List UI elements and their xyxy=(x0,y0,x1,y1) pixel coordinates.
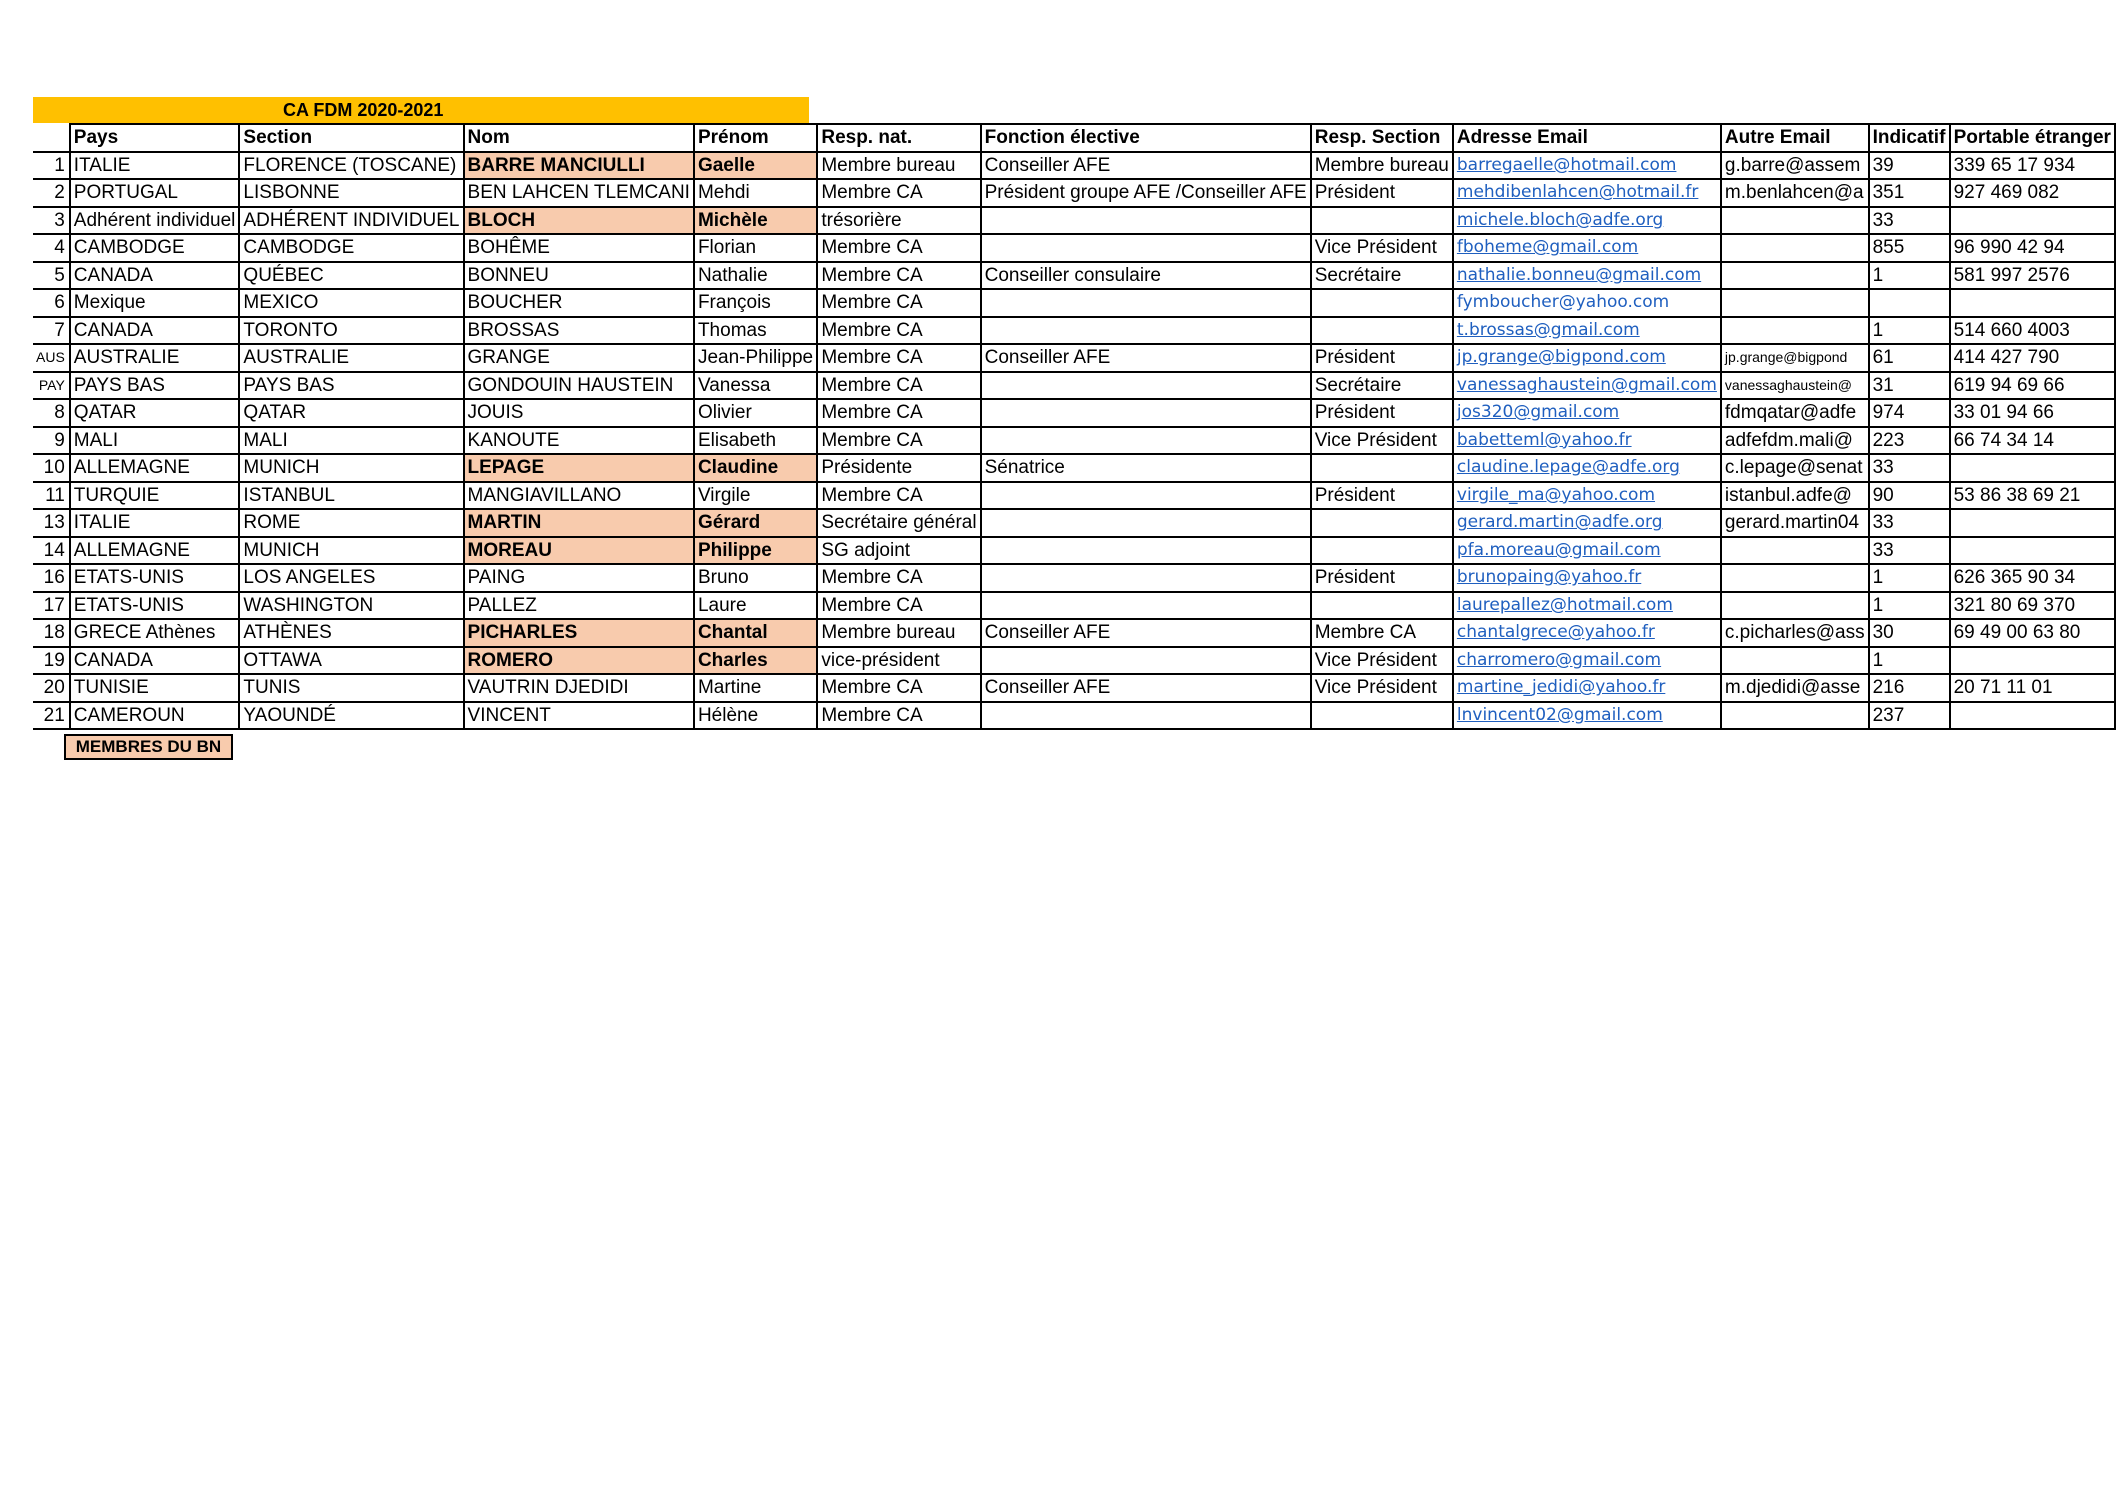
table-row xyxy=(33,482,2115,510)
cell-indicatif: 855 xyxy=(1869,234,1950,262)
cell-nom: BROSSAS xyxy=(464,317,694,345)
cell-fonction xyxy=(981,234,1311,262)
cell-resp-section: Vice Président xyxy=(1311,427,1453,455)
cell-autre-email xyxy=(1721,207,1869,235)
cell-resp-nat: Membre CA xyxy=(817,317,980,345)
cell-pays: ETATS-UNIS xyxy=(70,564,240,592)
cell-autre-email xyxy=(1721,647,1869,675)
cell-prenom: Laure xyxy=(694,592,817,620)
cell-resp-section xyxy=(1311,317,1453,345)
cell-portable: 927 469 082 xyxy=(1950,179,2115,207)
cell-section: MEXICO xyxy=(239,289,463,317)
cell-prenom: Virgile xyxy=(694,482,817,510)
cell-email[interactable]: nathalie.bonneu@gmail.com xyxy=(1453,262,1721,290)
cell-resp-section: Secrétaire xyxy=(1311,372,1453,400)
table-row xyxy=(33,262,2115,290)
cell-resp-nat: Membre CA xyxy=(817,674,980,702)
cell-section: OTTAWA xyxy=(239,647,463,675)
table-row xyxy=(33,289,2115,317)
cell-pays: CAMEROUN xyxy=(70,702,240,730)
cell-fonction xyxy=(981,592,1311,620)
cell-pays: CANADA xyxy=(70,262,240,290)
table-row xyxy=(33,344,2115,372)
cell-resp-nat: vice-président xyxy=(817,647,980,675)
row-number: AUS xyxy=(33,344,70,372)
row-number: 8 xyxy=(33,399,70,427)
cell-indicatif: 1 xyxy=(1869,647,1950,675)
cell-pays: PAYS BAS xyxy=(70,372,240,400)
cell-section: LOS ANGELES xyxy=(239,564,463,592)
cell-pays: ITALIE xyxy=(70,152,240,180)
cell-portable xyxy=(1950,537,2115,565)
col-prenom: Prénom xyxy=(694,124,817,152)
cell-portable xyxy=(1950,647,2115,675)
cell-portable: 20 71 11 01 xyxy=(1950,674,2115,702)
cell-portable: 514 660 4003 xyxy=(1950,317,2115,345)
cell-prenom: Philippe xyxy=(694,537,817,565)
cell-resp-section: Membre bureau xyxy=(1311,152,1453,180)
cell-autre-email: istanbul.adfe@ xyxy=(1721,482,1869,510)
cell-pays: CAMBODGE xyxy=(70,234,240,262)
cell-resp-nat: trésorière xyxy=(817,207,980,235)
header-row xyxy=(33,124,2115,152)
cell-section: MUNICH xyxy=(239,537,463,565)
cell-email[interactable]: pfa.moreau@gmail.com xyxy=(1453,537,1721,565)
cell-resp-section xyxy=(1311,454,1453,482)
cell-nom: GRANGE xyxy=(464,344,694,372)
cell-resp-section: Président xyxy=(1311,399,1453,427)
cell-resp-section: Vice Président xyxy=(1311,647,1453,675)
row-number: 9 xyxy=(33,427,70,455)
cell-section: QUÉBEC xyxy=(239,262,463,290)
cell-indicatif: 33 xyxy=(1869,509,1950,537)
col-email: Adresse Email xyxy=(1453,124,1721,152)
cell-prenom: Nathalie xyxy=(694,262,817,290)
cell-email[interactable]: gerard.martin@adfe.org xyxy=(1453,509,1721,537)
cell-portable: 53 86 38 69 21 xyxy=(1950,482,2115,510)
table-row xyxy=(33,152,2115,180)
cell-pays: QATAR xyxy=(70,399,240,427)
cell-email[interactable]: chantalgrece@yahoo.fr xyxy=(1453,619,1721,647)
cell-fonction: Conseiller AFE xyxy=(981,152,1311,180)
cell-resp-nat: Secrétaire général xyxy=(817,509,980,537)
cell-nom: BEN LAHCEN TLEMCANI xyxy=(464,179,694,207)
cell-autre-email: adfefdm.mali@ xyxy=(1721,427,1869,455)
cell-prenom: Charles xyxy=(694,647,817,675)
cell-prenom: Jean-Philippe xyxy=(694,344,817,372)
cell-fonction xyxy=(981,427,1311,455)
col-pays: Pays xyxy=(70,124,240,152)
table-row xyxy=(33,179,2115,207)
cell-portable xyxy=(1950,509,2115,537)
cell-nom: BONNEU xyxy=(464,262,694,290)
cell-section: QATAR xyxy=(239,399,463,427)
cell-portable: 619 94 69 66 xyxy=(1950,372,2115,400)
cell-resp-section: Secrétaire xyxy=(1311,262,1453,290)
cell-section: TORONTO xyxy=(239,317,463,345)
cell-indicatif xyxy=(1869,289,1950,317)
cell-email[interactable]: fymboucher@yahoo.com xyxy=(1453,289,1721,317)
table-row xyxy=(33,537,2115,565)
cell-resp-section xyxy=(1311,592,1453,620)
cell-resp-section: Président xyxy=(1311,564,1453,592)
cell-email[interactable]: claudine.lepage@adfe.org xyxy=(1453,454,1721,482)
cell-fonction: Président groupe AFE /Conseiller AFE xyxy=(981,179,1311,207)
cell-autre-email xyxy=(1721,289,1869,317)
cell-nom: BARRE MANCIULLI xyxy=(464,152,694,180)
cell-prenom: Hélène xyxy=(694,702,817,730)
cell-resp-section xyxy=(1311,509,1453,537)
cell-fonction xyxy=(981,372,1311,400)
row-number: 5 xyxy=(33,262,70,290)
cell-nom: MOREAU xyxy=(464,537,694,565)
table-row xyxy=(33,619,2115,647)
cell-resp-nat: Membre CA xyxy=(817,564,980,592)
cell-resp-section: Membre CA xyxy=(1311,619,1453,647)
cell-autre-email xyxy=(1721,234,1869,262)
cell-autre-email: g.barre@assem xyxy=(1721,152,1869,180)
cell-resp-section xyxy=(1311,289,1453,317)
cell-nom: PAING xyxy=(464,564,694,592)
cell-resp-section xyxy=(1311,207,1453,235)
cell-autre-email xyxy=(1721,564,1869,592)
members-table xyxy=(33,123,2116,730)
cell-indicatif: 61 xyxy=(1869,344,1950,372)
cell-fonction xyxy=(981,317,1311,345)
cell-resp-nat: Membre CA xyxy=(817,427,980,455)
cell-indicatif: 1 xyxy=(1869,262,1950,290)
cell-portable: 339 65 17 934 xyxy=(1950,152,2115,180)
cell-resp-section: Président xyxy=(1311,344,1453,372)
cell-fonction: Sénatrice xyxy=(981,454,1311,482)
cell-resp-nat: Membre CA xyxy=(817,344,980,372)
col-indicatif: Indicatif xyxy=(1869,124,1950,152)
table-row xyxy=(33,207,2115,235)
cell-indicatif: 31 xyxy=(1869,372,1950,400)
table-row xyxy=(33,592,2115,620)
cell-pays: TURQUIE xyxy=(70,482,240,510)
cell-indicatif: 1 xyxy=(1869,317,1950,345)
cell-fonction xyxy=(981,482,1311,510)
cell-fonction: Conseiller AFE xyxy=(981,674,1311,702)
cell-prenom: François xyxy=(694,289,817,317)
col-resp-nat: Resp. nat. xyxy=(817,124,980,152)
cell-resp-section: Vice Président xyxy=(1311,234,1453,262)
row-number: 2 xyxy=(33,179,70,207)
cell-pays: MALI xyxy=(70,427,240,455)
cell-section: MALI xyxy=(239,427,463,455)
cell-indicatif: 33 xyxy=(1869,454,1950,482)
cell-autre-email: c.lepage@senat xyxy=(1721,454,1869,482)
cell-nom: BOUCHER xyxy=(464,289,694,317)
cell-indicatif: 1 xyxy=(1869,592,1950,620)
cell-indicatif: 90 xyxy=(1869,482,1950,510)
cell-portable: 321 80 69 370 xyxy=(1950,592,2115,620)
cell-portable: 581 997 2576 xyxy=(1950,262,2115,290)
cell-prenom: Martine xyxy=(694,674,817,702)
cell-pays: GRECE Athènes xyxy=(70,619,240,647)
cell-pays: PORTUGAL xyxy=(70,179,240,207)
cell-autre-email: m.benlahcen@a xyxy=(1721,179,1869,207)
cell-pays: ITALIE xyxy=(70,509,240,537)
cell-pays: ALLEMAGNE xyxy=(70,537,240,565)
cell-pays: CANADA xyxy=(70,317,240,345)
row-number: 13 xyxy=(33,509,70,537)
cell-portable: 66 74 34 14 xyxy=(1950,427,2115,455)
cell-prenom: Elisabeth xyxy=(694,427,817,455)
cell-indicatif: 974 xyxy=(1869,399,1950,427)
cell-nom: LEPAGE xyxy=(464,454,694,482)
cell-nom: MANGIAVILLANO xyxy=(464,482,694,510)
cell-resp-nat: Membre CA xyxy=(817,482,980,510)
cell-email[interactable]: vanessaghaustein@gmail.com xyxy=(1453,372,1721,400)
cell-prenom: Michèle xyxy=(694,207,817,235)
cell-fonction xyxy=(981,289,1311,317)
cell-resp-nat: Membre CA xyxy=(817,179,980,207)
table-row xyxy=(33,702,2115,730)
cell-resp-nat: Membre CA xyxy=(817,289,980,317)
cell-autre-email: gerard.martin04 xyxy=(1721,509,1869,537)
col-nom: Nom xyxy=(464,124,694,152)
cell-fonction xyxy=(981,207,1311,235)
cell-autre-email xyxy=(1721,262,1869,290)
table-row xyxy=(33,234,2115,262)
cell-portable: 96 990 42 94 xyxy=(1950,234,2115,262)
cell-pays: TUNISIE xyxy=(70,674,240,702)
row-number: 10 xyxy=(33,454,70,482)
row-number: PAY xyxy=(33,372,70,400)
cell-nom: PALLEZ xyxy=(464,592,694,620)
table-row xyxy=(33,427,2115,455)
cell-section: PAYS BAS xyxy=(239,372,463,400)
cell-nom: ROMERO xyxy=(464,647,694,675)
cell-fonction xyxy=(981,509,1311,537)
cell-email[interactable]: barregaelle@hotmail.com xyxy=(1453,152,1721,180)
cell-prenom: Thomas xyxy=(694,317,817,345)
cell-email[interactable]: virgile_ma@yahoo.com xyxy=(1453,482,1721,510)
cell-indicatif: 33 xyxy=(1869,537,1950,565)
row-number: 16 xyxy=(33,564,70,592)
cell-section: FLORENCE (TOSCANE) xyxy=(239,152,463,180)
row-number: 21 xyxy=(33,702,70,730)
row-number: 18 xyxy=(33,619,70,647)
cell-section: ATHÈNES xyxy=(239,619,463,647)
cell-fonction xyxy=(981,702,1311,730)
cell-autre-email: m.djedidi@asse xyxy=(1721,674,1869,702)
cell-resp-nat: Membre CA xyxy=(817,702,980,730)
cell-autre-email: jp.grange@bigpond xyxy=(1721,344,1869,372)
cell-email[interactable]: jos320@gmail.com xyxy=(1453,399,1721,427)
cell-nom: MARTIN xyxy=(464,509,694,537)
cell-resp-nat: Présidente xyxy=(817,454,980,482)
row-number: 7 xyxy=(33,317,70,345)
cell-email[interactable]: charromero@gmail.com xyxy=(1453,647,1721,675)
table-row xyxy=(33,674,2115,702)
cell-resp-section: Président xyxy=(1311,482,1453,510)
cell-section: ADHÉRENT INDIVIDUEL xyxy=(239,207,463,235)
table-row xyxy=(33,317,2115,345)
row-number: 3 xyxy=(33,207,70,235)
cell-prenom: Gaelle xyxy=(694,152,817,180)
table-row xyxy=(33,647,2115,675)
cell-email[interactable]: fboheme@gmail.com xyxy=(1453,234,1721,262)
cell-section: MUNICH xyxy=(239,454,463,482)
cell-autre-email xyxy=(1721,537,1869,565)
cell-resp-nat: Membre CA xyxy=(817,372,980,400)
row-number: 6 xyxy=(33,289,70,317)
col-fonction: Fonction élective xyxy=(981,124,1311,152)
sheet-title: CA FDM 2020-2021 xyxy=(283,100,444,120)
cell-prenom: Bruno xyxy=(694,564,817,592)
cell-autre-email xyxy=(1721,702,1869,730)
cell-email[interactable]: babetteml@yahoo.fr xyxy=(1453,427,1721,455)
cell-section: AUSTRALIE xyxy=(239,344,463,372)
cell-portable: 69 49 00 63 80 xyxy=(1950,619,2115,647)
cell-nom: GONDOUIN HAUSTEIN xyxy=(464,372,694,400)
cell-pays: ALLEMAGNE xyxy=(70,454,240,482)
row-number: 1 xyxy=(33,152,70,180)
cell-prenom: Claudine xyxy=(694,454,817,482)
cell-resp-nat: Membre bureau xyxy=(817,152,980,180)
cell-prenom: Olivier xyxy=(694,399,817,427)
table-row xyxy=(33,372,2115,400)
cell-email[interactable]: laurepallez@hotmail.com xyxy=(1453,592,1721,620)
cell-section: WASHINGTON xyxy=(239,592,463,620)
row-number: 11 xyxy=(33,482,70,510)
cell-indicatif: 237 xyxy=(1869,702,1950,730)
table-row xyxy=(33,564,2115,592)
cell-pays: ETATS-UNIS xyxy=(70,592,240,620)
cell-fonction xyxy=(981,537,1311,565)
cell-email[interactable]: martine_jedidi@yahoo.fr xyxy=(1453,674,1721,702)
cell-nom: VAUTRIN DJEDIDI xyxy=(464,674,694,702)
cell-email[interactable]: lnvincent02@gmail.com xyxy=(1453,702,1721,730)
cell-prenom: Florian xyxy=(694,234,817,262)
cell-prenom: Gérard xyxy=(694,509,817,537)
cell-portable: 414 427 790 xyxy=(1950,344,2115,372)
cell-indicatif: 216 xyxy=(1869,674,1950,702)
cell-portable xyxy=(1950,702,2115,730)
cell-indicatif: 33 xyxy=(1869,207,1950,235)
cell-autre-email: c.picharles@ass xyxy=(1721,619,1869,647)
sheet-title-bar xyxy=(33,97,809,123)
cell-portable: 626 365 90 34 xyxy=(1950,564,2115,592)
cell-fonction: Conseiller AFE xyxy=(981,344,1311,372)
cell-pays: AUSTRALIE xyxy=(70,344,240,372)
cell-email[interactable]: t.brossas@gmail.com xyxy=(1453,317,1721,345)
cell-nom: BOHÊME xyxy=(464,234,694,262)
cell-indicatif: 39 xyxy=(1869,152,1950,180)
cell-resp-nat: Membre CA xyxy=(817,592,980,620)
cell-nom: JOUIS xyxy=(464,399,694,427)
cell-resp-section: Président xyxy=(1311,179,1453,207)
table-row xyxy=(33,454,2115,482)
cell-section: TUNIS xyxy=(239,674,463,702)
cell-section: ROME xyxy=(239,509,463,537)
row-number: 19 xyxy=(33,647,70,675)
cell-resp-section xyxy=(1311,537,1453,565)
cell-autre-email: vanessaghaustein@ xyxy=(1721,372,1869,400)
cell-portable: 33 01 94 66 xyxy=(1950,399,2115,427)
cell-email[interactable]: michele.bloch@adfe.org xyxy=(1453,207,1721,235)
cell-autre-email: fdmqatar@adfe xyxy=(1721,399,1869,427)
cell-indicatif: 223 xyxy=(1869,427,1950,455)
table-row xyxy=(33,509,2115,537)
col-portable: Portable étranger xyxy=(1950,124,2115,152)
cell-prenom: Mehdi xyxy=(694,179,817,207)
cell-pays: Mexique xyxy=(70,289,240,317)
cell-fonction xyxy=(981,647,1311,675)
row-number: 4 xyxy=(33,234,70,262)
row-number: 17 xyxy=(33,592,70,620)
cell-fonction: Conseiller consulaire xyxy=(981,262,1311,290)
cell-resp-section: Vice Président xyxy=(1311,674,1453,702)
row-number: 20 xyxy=(33,674,70,702)
cell-indicatif: 30 xyxy=(1869,619,1950,647)
cell-nom: PICHARLES xyxy=(464,619,694,647)
cell-resp-nat: SG adjoint xyxy=(817,537,980,565)
cell-nom: VINCENT xyxy=(464,702,694,730)
cell-fonction xyxy=(981,399,1311,427)
cell-section: CAMBODGE xyxy=(239,234,463,262)
cell-portable xyxy=(1950,454,2115,482)
cell-section: LISBONNE xyxy=(239,179,463,207)
cell-section: YAOUNDÉ xyxy=(239,702,463,730)
cell-resp-nat: Membre CA xyxy=(817,262,980,290)
cell-resp-nat: Membre CA xyxy=(817,234,980,262)
cell-portable xyxy=(1950,207,2115,235)
cell-prenom: Chantal xyxy=(694,619,817,647)
cell-portable xyxy=(1950,289,2115,317)
cell-indicatif: 351 xyxy=(1869,179,1950,207)
cell-nom: BLOCH xyxy=(464,207,694,235)
cell-fonction xyxy=(981,564,1311,592)
col-autre-email: Autre Email xyxy=(1721,124,1869,152)
cell-nom: KANOUTE xyxy=(464,427,694,455)
cell-email[interactable]: brunopaing@yahoo.fr xyxy=(1453,564,1721,592)
cell-pays: Adhérent individuel xyxy=(70,207,240,235)
cell-email[interactable]: mehdibenlahcen@hotmail.fr xyxy=(1453,179,1721,207)
legend-bn: MEMBRES DU BN xyxy=(64,734,233,760)
cell-autre-email xyxy=(1721,317,1869,345)
cell-indicatif: 1 xyxy=(1869,564,1950,592)
cell-pays: CANADA xyxy=(70,647,240,675)
cell-email[interactable]: jp.grange@bigpond.com xyxy=(1453,344,1721,372)
col-resp-section: Resp. Section xyxy=(1311,124,1453,152)
row-number: 14 xyxy=(33,537,70,565)
cell-prenom: Vanessa xyxy=(694,372,817,400)
cell-fonction: Conseiller AFE xyxy=(981,619,1311,647)
cell-resp-section xyxy=(1311,702,1453,730)
cell-resp-nat: Membre bureau xyxy=(817,619,980,647)
cell-section: ISTANBUL xyxy=(239,482,463,510)
row-number-header xyxy=(33,124,70,152)
table-row xyxy=(33,399,2115,427)
cell-autre-email xyxy=(1721,592,1869,620)
cell-resp-nat: Membre CA xyxy=(817,399,980,427)
col-section: Section xyxy=(239,124,463,152)
